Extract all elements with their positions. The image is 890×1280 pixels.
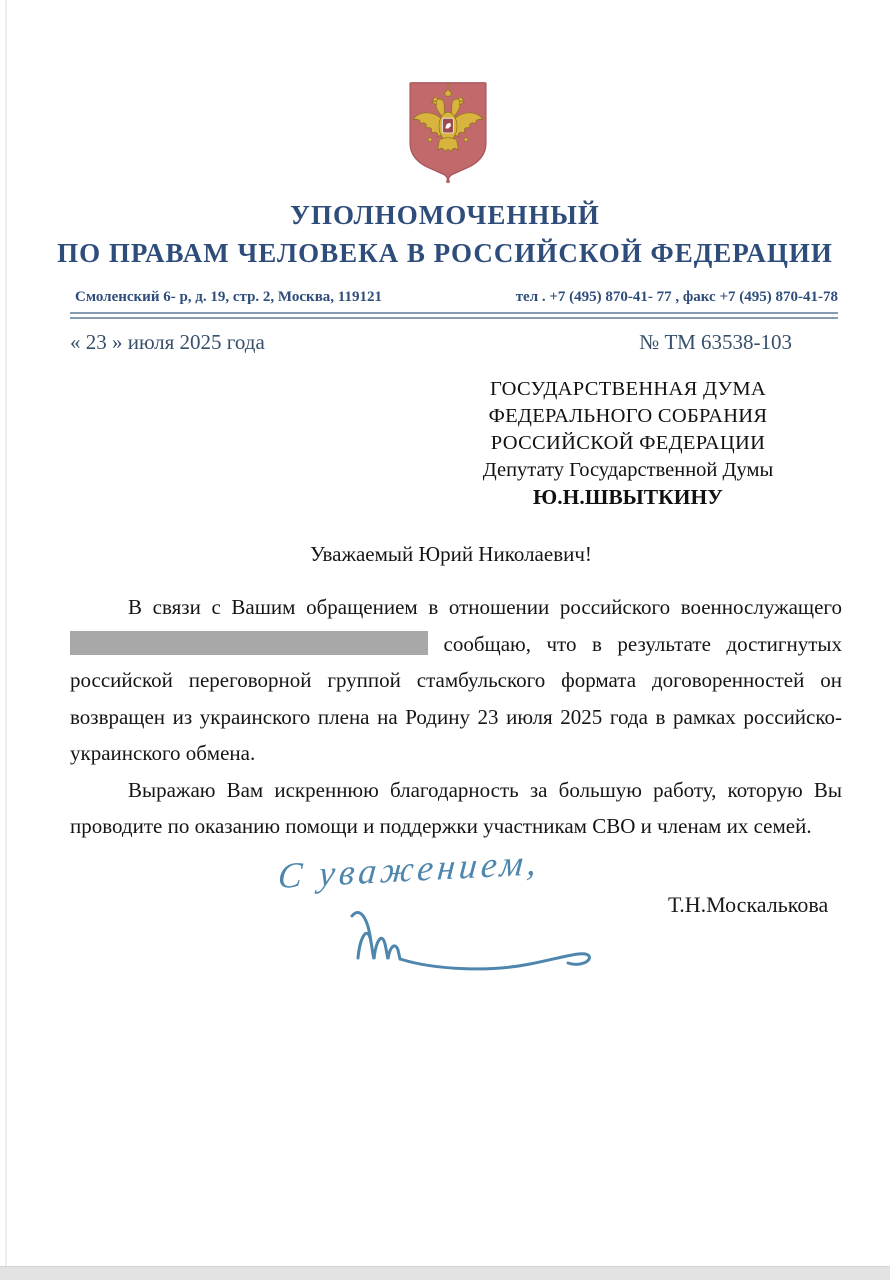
recipient-line1: ГОСУДАРСТВЕННАЯ ДУМА — [489, 378, 767, 400]
letterhead-address: Смоленский 6- р, д. 19, стр. 2, Москва, 119121 — [75, 289, 382, 305]
recipient-block — [452, 376, 804, 511]
paragraph-1-before: В связи с Вашим обращением в отношении российского военнослужащего — [128, 595, 842, 619]
letterhead-divider-rule — [70, 312, 838, 319]
coat-of-arms-icon — [399, 79, 497, 185]
letter-number: № ТМ 63538-103 — [639, 330, 792, 354]
recipient-line3: РОССИЙСКОЙ ФЕДЕРАЦИИ — [490, 432, 766, 454]
signature-flourish-icon — [330, 888, 620, 983]
letter-date: « 23 » июля 2025 года — [70, 330, 265, 354]
recipient-line2: ФЕДЕРАЛЬНОГО СОБРАНИЯ — [488, 405, 768, 427]
page-left-edge — [5, 0, 7, 1266]
handwritten-closing: С уважением, — [276, 842, 542, 897]
paragraph-1-after: сообщаю, что в результате достигнутых российской переговорной группой стамбульского формата договоренностей он возвращен из украинского плена на Родину 23 июля 2025 года в рамках российско-украинского обмена. — [70, 631, 843, 765]
reference-row — [70, 330, 792, 355]
redaction-box — [70, 631, 428, 655]
letterhead-title-line2: ПО ПРАВАМ ЧЕЛОВЕКА В РОССИЙСКОЙ ФЕДЕРАЦИИ — [57, 238, 833, 268]
paragraph-1 — [70, 589, 842, 772]
letterhead-title — [0, 196, 890, 272]
page-bottom-edge — [0, 1266, 890, 1280]
letterhead-phone-fax: тел . +7 (495) 870-41- 77 , факс +7 (495) 870-41-78 — [515, 289, 838, 305]
recipient-name: Ю.Н.ШВЫТКИНУ — [533, 485, 723, 509]
signer-name: Т.Н.Москалькова — [668, 892, 829, 917]
letter-body — [70, 589, 842, 845]
recipient-line4: Депутату Государственной Думы — [482, 459, 774, 481]
letterhead-title-line1: УПОЛНОМОЧЕННЫЙ — [290, 200, 600, 230]
paragraph-2: Выражаю Вам искреннюю благодарность за большую работу, которую Вы проводите по оказанию помощи и поддержки участникам СВО и членам их семей. — [70, 777, 842, 838]
salutation: Уважаемый Юрий Николаевич! — [310, 542, 592, 566]
letterhead-contacts — [75, 289, 838, 306]
